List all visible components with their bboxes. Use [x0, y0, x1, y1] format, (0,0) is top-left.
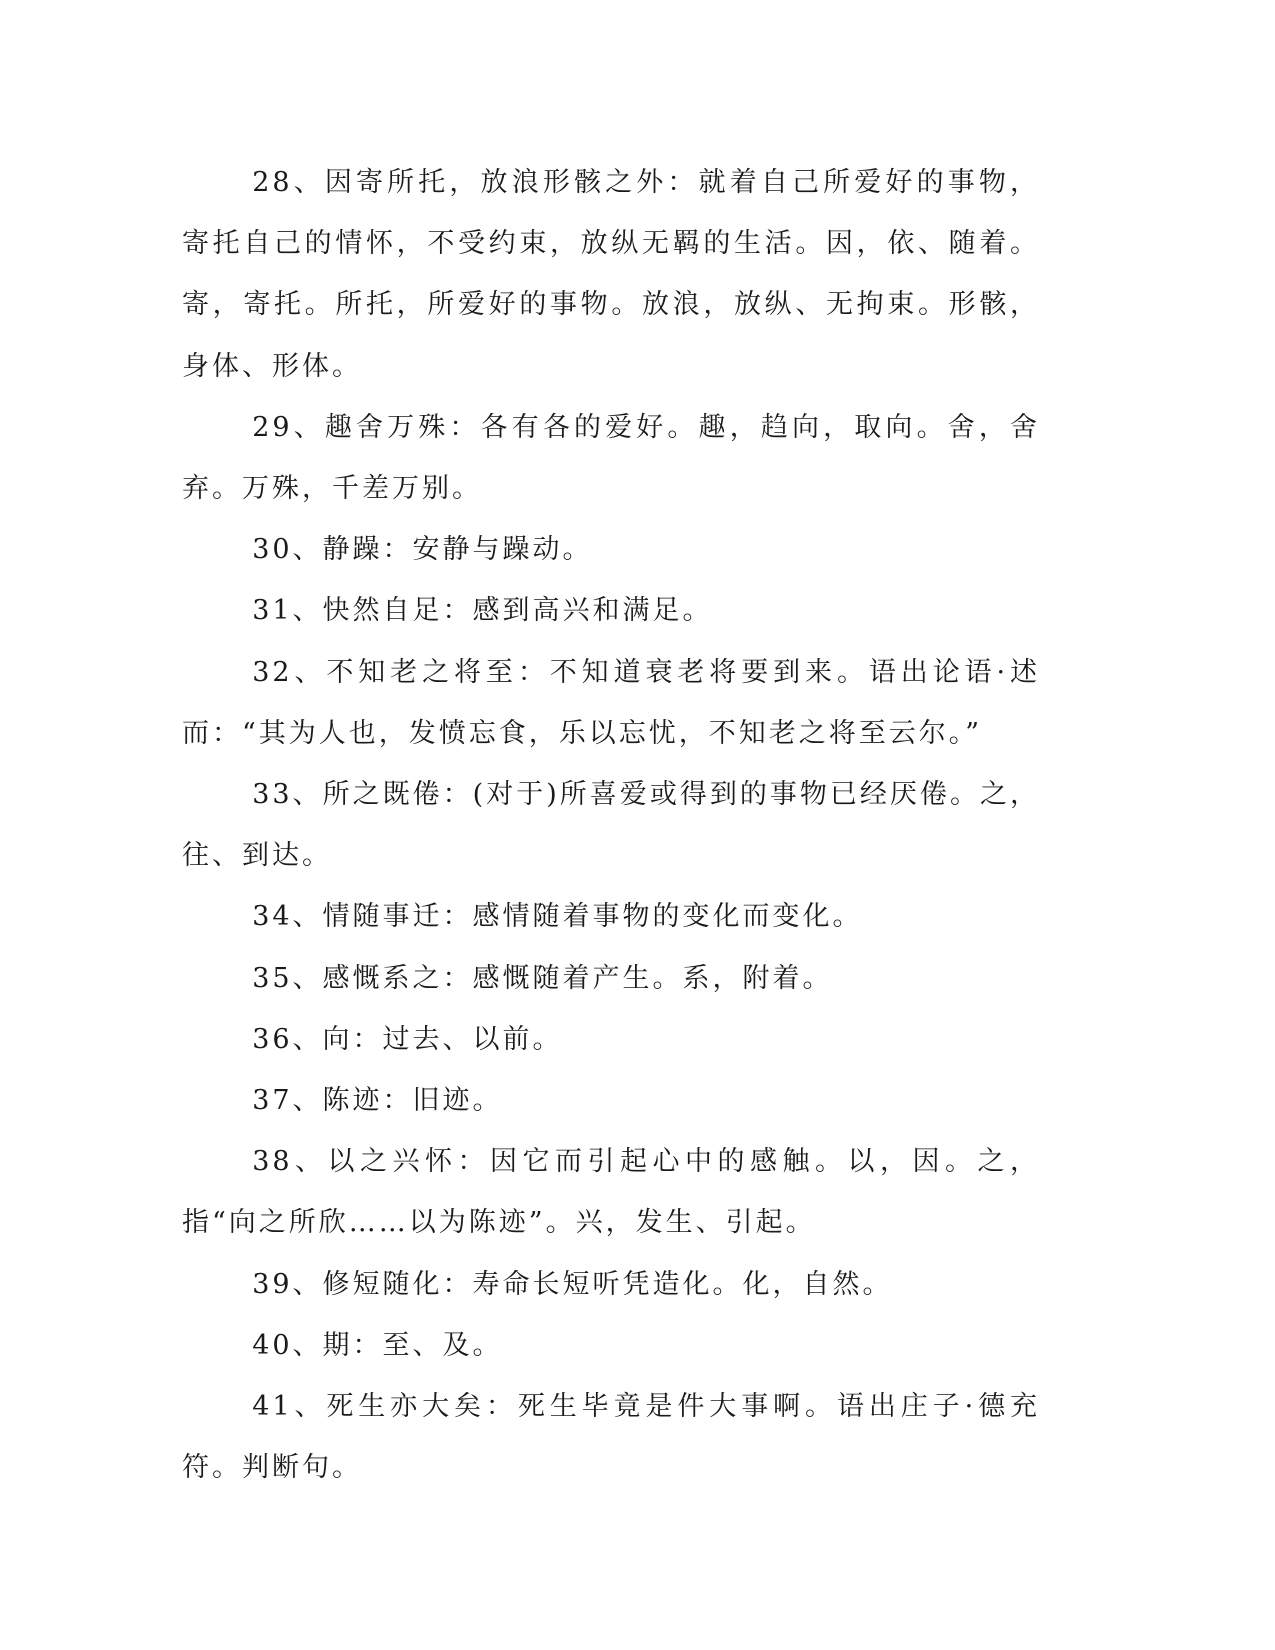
- annotation-entry-37: 37、陈迹：旧迹。: [252, 1085, 503, 1117]
- annotation-entry-41: 41、死生亦大矣：死生毕竟是件大事啊。语出庄子·德充符。判断句。: [182, 1391, 1040, 1484]
- annotation-entry-31: 31、快然自足：感到高兴和满足。: [252, 595, 713, 627]
- annotation-entry-35: 35、感慨系之：感慨随着产生。系，附着。: [252, 962, 833, 994]
- annotation-entry-38: 38、以之兴怀：因它而引起心中的感触。以，因。之，指“向之所欣……以为陈迹”。兴，发生、引起。: [182, 1146, 1040, 1239]
- annotation-entry-40: 40、期：至、及。: [252, 1329, 503, 1361]
- document-body: [182, 152, 1040, 1498]
- annotation-entry-28: 28、因寄所托，放浪形骸之外：就着自己所爱好的事物，寄托自己的情怀，不受约束，放纵无羁的生活。因，依、随着。寄，寄托。所托，所爱好的事物。放浪，放纵、无拘束。形骸，身体、形体。: [182, 167, 1040, 382]
- annotation-entry-39: 39、修短随化：寿命长短听凭造化。化，自然。: [252, 1268, 893, 1300]
- annotation-entry-34: 34、情随事迁：感情随着事物的变化而变化。: [252, 901, 863, 933]
- annotation-entry-36: 36、向：过去、以前。: [252, 1023, 563, 1055]
- annotation-entry-29: 29、趣舍万殊：各有各的爱好。趣，趋向，取向。舍，舍弃。万殊，千差万别。: [182, 411, 1040, 505]
- annotation-entry-32: 32、不知老之将至：不知道衰老将要到来。语出论语·述而：“其为人也，发愤忘食，乐以忘忧，不知老之将至云尔。”: [182, 656, 1040, 749]
- annotation-entry-30: 30、静躁：安静与躁动。: [252, 534, 593, 566]
- annotation-entry-33: 33、所之既倦：(对于)所喜爱或得到的事物已经厌倦。之，往、到达。: [182, 779, 1040, 872]
